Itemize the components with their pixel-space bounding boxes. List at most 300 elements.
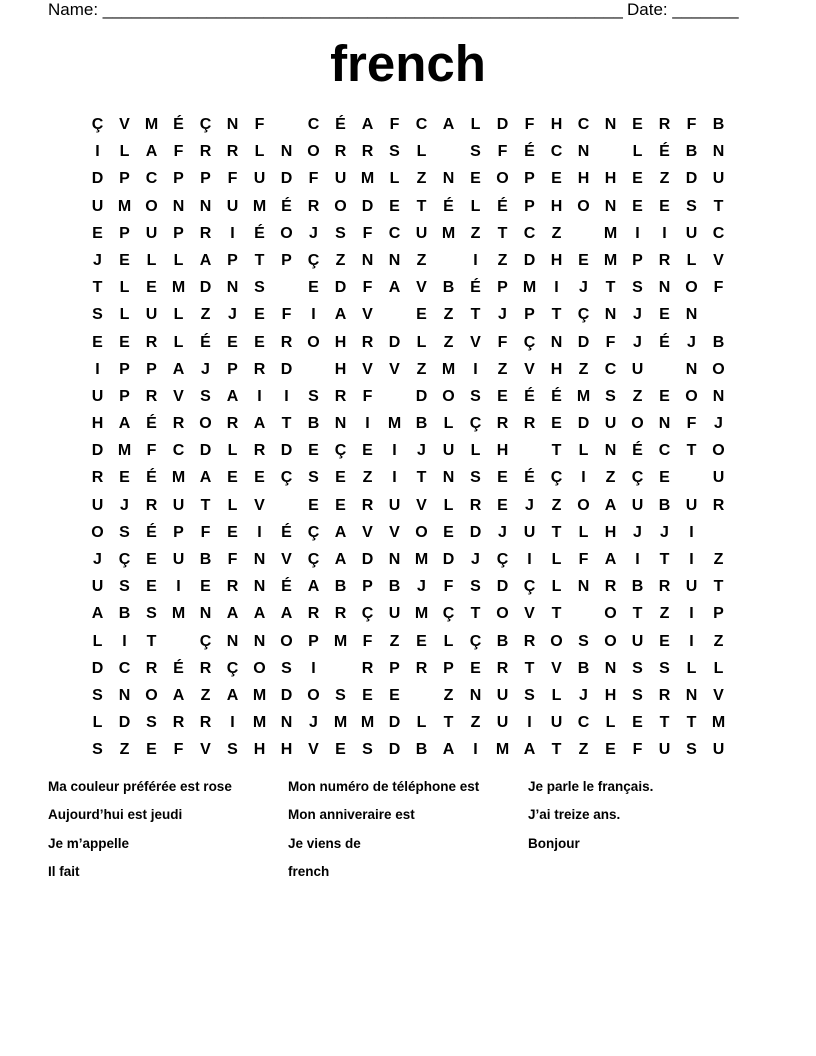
grid-cell: U — [442, 442, 455, 460]
grid-cell: E — [308, 442, 319, 460]
grid-row — [84, 519, 732, 546]
grid-cell: Z — [578, 360, 589, 378]
grid-cell: R — [361, 496, 374, 514]
grid-cell: S — [92, 686, 103, 704]
grid-cell: N — [658, 415, 671, 433]
grid-cell: E — [470, 659, 481, 677]
grid-cell: D — [280, 686, 293, 704]
grid-cell: L — [713, 659, 724, 677]
grid-cell: I — [689, 551, 694, 568]
grid-cell: D — [685, 170, 698, 188]
grid-cell: R — [172, 415, 185, 433]
grid-cell: U — [685, 496, 698, 514]
grid-cell: U — [523, 523, 536, 541]
grid-row — [84, 165, 732, 192]
grid-cell: O — [496, 170, 509, 188]
grid-cell: D — [577, 333, 590, 351]
grid-cell: V — [551, 659, 562, 677]
grid-cell: C — [577, 116, 590, 133]
grid-cell: J — [687, 333, 696, 351]
grid-cell — [570, 220, 597, 247]
grid-cell: M — [333, 714, 348, 732]
grid-cell: J — [714, 415, 723, 433]
grid-cell: Z — [362, 469, 373, 487]
grid-cell: E — [227, 469, 238, 487]
word-item: Mon anniveraire est — [288, 807, 415, 823]
grid-cell: O — [631, 415, 644, 433]
grid-cell: S — [119, 578, 130, 596]
grid-cell — [381, 301, 408, 328]
grid-cell: V — [362, 306, 373, 324]
grid-cell: F — [713, 279, 724, 297]
grid-cell: Ç — [118, 551, 131, 568]
grid-cell: I — [311, 306, 316, 324]
grid-cell: E — [605, 741, 616, 759]
grid-cell: P — [524, 170, 535, 188]
grid-cell: J — [660, 523, 669, 541]
grid-cell: C — [604, 360, 617, 378]
grid-cell: S — [308, 469, 319, 487]
grid-cell: J — [525, 496, 534, 514]
grid-cell: Z — [443, 333, 454, 351]
grid-cell: E — [335, 469, 346, 487]
grid-cell: I — [689, 632, 694, 650]
grid-cell: C — [172, 442, 185, 460]
grid-cell: U — [712, 469, 725, 487]
grid-cell: U — [388, 496, 401, 514]
grid-cell: D — [523, 251, 536, 269]
grid-cell: É — [146, 469, 157, 487]
grid-cell: U — [172, 551, 185, 568]
grid-cell: A — [226, 387, 239, 405]
grid-cell: I — [392, 469, 397, 487]
grid-cell: O — [253, 659, 266, 677]
grid-cell: E — [308, 496, 319, 514]
grid-cell: J — [309, 224, 318, 242]
grid-cell: A — [199, 251, 212, 269]
grid-cell: É — [524, 387, 535, 405]
grid-cell — [597, 138, 624, 165]
grid-cell: M — [414, 551, 429, 568]
grid-cell: A — [334, 306, 347, 324]
grid-cell: E — [254, 306, 265, 324]
grid-cell: A — [388, 279, 401, 297]
grid-cell: D — [442, 551, 455, 568]
grid-cell: U — [658, 741, 671, 759]
grid-cell: R — [253, 360, 266, 378]
grid-cell: É — [632, 442, 643, 460]
grid-cell: B — [199, 551, 212, 568]
grid-cell: L — [92, 632, 103, 650]
grid-cell: T — [551, 442, 562, 460]
grid-cell: E — [227, 523, 238, 541]
grid-cell: R — [199, 224, 212, 242]
grid-row — [84, 628, 732, 655]
grid-cell: Ç — [334, 442, 347, 460]
grid-cell: A — [172, 686, 185, 704]
grid-cell: N — [604, 659, 617, 677]
grid-cell: É — [173, 659, 184, 677]
grid-cell: T — [200, 496, 211, 514]
grid-cell: C — [658, 442, 671, 460]
grid-cell: F — [200, 523, 211, 541]
grid-cell: N — [577, 143, 590, 161]
grid-cell: P — [173, 224, 184, 242]
grid-cell: E — [254, 469, 265, 487]
grid-cell: N — [685, 360, 698, 378]
grid-cell: P — [119, 170, 130, 188]
name-line: Name: _______________________________________________________ — [48, 0, 623, 19]
grid-cell: Z — [200, 686, 211, 704]
grid-cell: R — [658, 251, 671, 269]
grid-cell: Z — [659, 605, 670, 623]
grid-cell: S — [335, 686, 346, 704]
grid-cell: R — [145, 496, 158, 514]
grid-cell: S — [146, 714, 157, 732]
grid-cell: D — [118, 714, 131, 732]
grid-cell: Ç — [307, 251, 320, 269]
grid-cell: P — [443, 659, 454, 677]
grid-cell: F — [146, 442, 157, 460]
grid-cell: I — [527, 714, 532, 732]
header-line — [48, 0, 748, 20]
grid-cell: L — [173, 333, 184, 351]
word-item: Ma couleur préférée est rose — [48, 779, 232, 794]
grid-cell: Ç — [469, 415, 482, 433]
grid-cell: L — [416, 333, 427, 351]
grid-cell: É — [200, 333, 211, 351]
grid-cell — [651, 356, 678, 383]
grid-cell: E — [92, 224, 103, 242]
grid-cell — [705, 519, 732, 546]
grid-cell: D — [91, 170, 104, 188]
grid-cell: I — [365, 415, 370, 433]
grid-cell: E — [659, 197, 670, 215]
grid-cell: U — [91, 197, 104, 215]
grid-cell: V — [713, 251, 724, 269]
grid-cell: L — [551, 686, 562, 704]
grid-cell: F — [362, 632, 373, 650]
grid-cell: L — [551, 551, 562, 568]
grid-cell: É — [443, 197, 454, 215]
grid-cell: Z — [605, 469, 616, 487]
grid-cell: D — [361, 197, 374, 215]
grid-cell: P — [308, 632, 319, 650]
grid-cell: U — [91, 387, 104, 405]
grid-cell: N — [712, 387, 725, 405]
word-column-2 — [288, 776, 528, 889]
grid-row — [84, 736, 732, 763]
grid-cell: A — [91, 605, 104, 623]
grid-cell: L — [119, 279, 130, 297]
grid-cell: U — [496, 714, 509, 732]
grid-cell: S — [308, 387, 319, 405]
grid-cell: O — [199, 415, 212, 433]
grid-cell — [273, 111, 300, 138]
grid-cell: Z — [335, 251, 346, 269]
grid-cell: L — [119, 143, 130, 161]
grid-cell: C — [523, 224, 536, 242]
grid-cell: I — [284, 387, 289, 405]
grid-cell: P — [632, 251, 643, 269]
grid-cell: D — [280, 442, 293, 460]
grid-cell: T — [416, 469, 427, 487]
grid-cell: É — [146, 415, 157, 433]
grid-cell: O — [577, 197, 590, 215]
grid-cell: E — [632, 714, 643, 732]
grid-cell: R — [172, 714, 185, 732]
word-item: Je m’appelle — [48, 835, 130, 851]
grid-cell: O — [145, 686, 158, 704]
grid-cell: T — [686, 442, 697, 460]
grid-cell: M — [603, 251, 618, 269]
grid-cell: Z — [416, 360, 427, 378]
grid-cell: V — [281, 551, 292, 568]
grid-cell: T — [659, 551, 670, 568]
grid-cell — [381, 383, 408, 410]
grid-cell: R — [91, 469, 104, 487]
grid-cell: N — [118, 686, 131, 704]
grid-cell: T — [281, 415, 292, 433]
grid-cell: A — [226, 686, 239, 704]
grid-cell: L — [173, 251, 184, 269]
grid-row — [84, 193, 732, 220]
grid-cell: E — [308, 279, 319, 297]
grid-cell: L — [389, 170, 400, 188]
grid-cell: P — [119, 387, 130, 405]
grid-cell: B — [118, 605, 131, 623]
grid-row — [84, 709, 732, 736]
word-search-grid — [84, 111, 732, 764]
grid-row — [84, 356, 732, 383]
grid-cell: S — [389, 143, 400, 161]
grid-cell: F — [443, 578, 454, 596]
grid-cell: A — [118, 415, 131, 433]
grid-cell: T — [443, 714, 454, 732]
grid-cell: U — [631, 360, 644, 378]
grid-cell: E — [659, 306, 670, 324]
grid-cell: M — [387, 415, 402, 433]
grid-cell: U — [712, 741, 725, 759]
grid-cell: P — [146, 360, 157, 378]
grid-cell: S — [632, 659, 643, 677]
grid-cell — [570, 600, 597, 627]
grid-cell: E — [119, 333, 130, 351]
grid-cell — [273, 274, 300, 301]
grid-cell: N — [199, 605, 212, 623]
grid-cell: P — [200, 170, 211, 188]
grid-cell: O — [280, 224, 293, 242]
grid-cell: F — [389, 116, 400, 133]
grid-cell: D — [388, 333, 401, 351]
grid-cell: E — [443, 523, 454, 541]
grid-cell: Z — [551, 224, 562, 242]
grid-cell: E — [497, 496, 508, 514]
grid-cell: F — [254, 116, 265, 133]
grid-cell: E — [146, 279, 157, 297]
grid-cell: J — [93, 251, 102, 269]
grid-cell: E — [254, 333, 265, 351]
grid-cell: M — [441, 224, 456, 242]
grid-cell: A — [226, 605, 239, 623]
grid-row — [84, 437, 732, 464]
grid-cell: F — [578, 551, 589, 568]
grid-cell: I — [635, 224, 640, 242]
grid-cell: U — [685, 224, 698, 242]
grid-cell: S — [686, 197, 697, 215]
grid-cell: D — [496, 116, 509, 133]
grid-cell: F — [686, 116, 697, 133]
grid-cell: É — [281, 578, 292, 596]
grid-cell: N — [550, 333, 563, 351]
grid-cell: U — [91, 496, 104, 514]
grid-cell: U — [91, 578, 104, 596]
grid-cell: D — [91, 442, 104, 460]
grid-cell: S — [335, 224, 346, 242]
grid-cell: U — [685, 578, 698, 596]
grid-cell: M — [252, 197, 267, 215]
grid-cell: D — [388, 741, 401, 759]
grid-cell: O — [307, 333, 320, 351]
grid-cell: E — [551, 415, 562, 433]
grid-cell: P — [119, 224, 130, 242]
grid-cell: Z — [470, 224, 481, 242]
grid-cell: O — [145, 197, 158, 215]
grid-cell: V — [470, 333, 481, 351]
word-item: Mon numéro de téléphone est — [288, 779, 480, 794]
grid-cell: F — [227, 551, 238, 568]
grid-row — [84, 546, 732, 573]
grid-cell: C — [118, 659, 131, 677]
grid-cell: D — [280, 360, 293, 378]
grid-cell: T — [551, 741, 562, 759]
grid-cell: N — [226, 279, 239, 297]
grid-cell — [435, 138, 462, 165]
grid-cell: B — [415, 415, 428, 433]
grid-cell: A — [334, 551, 347, 568]
grid-cell: S — [470, 387, 481, 405]
grid-cell: Z — [713, 551, 724, 568]
grid-cell: L — [443, 496, 454, 514]
grid-cell: A — [280, 605, 293, 623]
grid-cell: Z — [416, 170, 427, 188]
grid-cell: M — [117, 197, 132, 215]
grid-cell: L — [686, 659, 697, 677]
grid-cell: Ç — [577, 306, 590, 324]
page-title: french — [330, 35, 486, 92]
grid-cell: B — [415, 741, 428, 759]
grid-cell: D — [496, 578, 509, 596]
grid-cell: L — [173, 306, 184, 324]
grid-cell: S — [605, 387, 616, 405]
grid-cell: P — [362, 578, 373, 596]
grid-cell — [300, 356, 327, 383]
grid-cell: R — [199, 659, 212, 677]
grid-cell: S — [119, 523, 130, 541]
grid-cell: V — [416, 279, 427, 297]
grid-cell: H — [604, 523, 617, 541]
grid-cell: V — [119, 116, 130, 133]
grid-cell: R — [307, 197, 320, 215]
grid-row — [84, 220, 732, 247]
grid-cell: E — [659, 632, 670, 650]
grid-cell: T — [659, 714, 670, 732]
grid-cell: N — [199, 197, 212, 215]
grid-cell: E — [632, 170, 643, 188]
grid-cell: T — [713, 578, 724, 596]
grid-cell: Z — [389, 632, 400, 650]
grid-cell: F — [308, 170, 319, 188]
grid-cell: T — [551, 605, 562, 623]
grid-cell: V — [200, 741, 211, 759]
grid-row — [84, 573, 732, 600]
grid-cell: N — [361, 251, 374, 269]
grid-cell: Z — [119, 741, 130, 759]
grid-cell: O — [550, 632, 563, 650]
grid-cell: B — [388, 578, 401, 596]
grid-cell: P — [389, 659, 400, 677]
grid-cell: F — [362, 224, 373, 242]
grid-cell: P — [227, 360, 238, 378]
grid-cell: H — [577, 170, 590, 188]
grid-cell: E — [632, 197, 643, 215]
grid-cell: J — [633, 333, 642, 351]
grid-cell: D — [577, 415, 590, 433]
grid-row — [84, 600, 732, 627]
grid-cell: M — [171, 605, 186, 623]
grid-cell: C — [415, 116, 428, 133]
grid-cell: V — [173, 387, 184, 405]
grid-cell: F — [362, 387, 373, 405]
word-item: Je parle le français. — [528, 779, 654, 794]
grid-cell: I — [176, 578, 181, 596]
grid-cell: E — [497, 387, 508, 405]
grid-cell: N — [577, 578, 590, 596]
grid-cell: A — [442, 741, 455, 759]
grid-cell: B — [658, 496, 671, 514]
grid-cell: V — [389, 523, 400, 541]
grid-cell: U — [172, 496, 185, 514]
grid-cell: V — [524, 360, 535, 378]
grid-cell: B — [496, 632, 509, 650]
grid-cell: O — [307, 686, 320, 704]
grid-cell: Z — [632, 387, 643, 405]
grid-cell — [678, 464, 705, 491]
grid-cell: O — [604, 632, 617, 650]
grid-cell: N — [172, 197, 185, 215]
grid-cell: I — [554, 279, 559, 297]
grid-cell: M — [441, 360, 456, 378]
grid-cell: A — [361, 116, 374, 133]
grid-cell: M — [333, 632, 348, 650]
grid-cell: N — [469, 686, 482, 704]
grid-cell: É — [659, 333, 670, 351]
grid-cell: H — [550, 360, 563, 378]
grid-cell: N — [253, 578, 266, 596]
grid-cell: E — [389, 197, 400, 215]
grid-cell: U — [604, 415, 617, 433]
grid-cell: Z — [713, 632, 724, 650]
grid-cell: O — [442, 387, 455, 405]
grid-cell: T — [416, 197, 427, 215]
grid-cell: I — [473, 741, 478, 759]
grid-cell: L — [443, 632, 454, 650]
grid-row — [84, 682, 732, 709]
grid-cell: T — [254, 251, 265, 269]
grid-cell: E — [119, 469, 130, 487]
grid-cell: U — [415, 224, 428, 242]
grid-cell: E — [632, 116, 643, 133]
